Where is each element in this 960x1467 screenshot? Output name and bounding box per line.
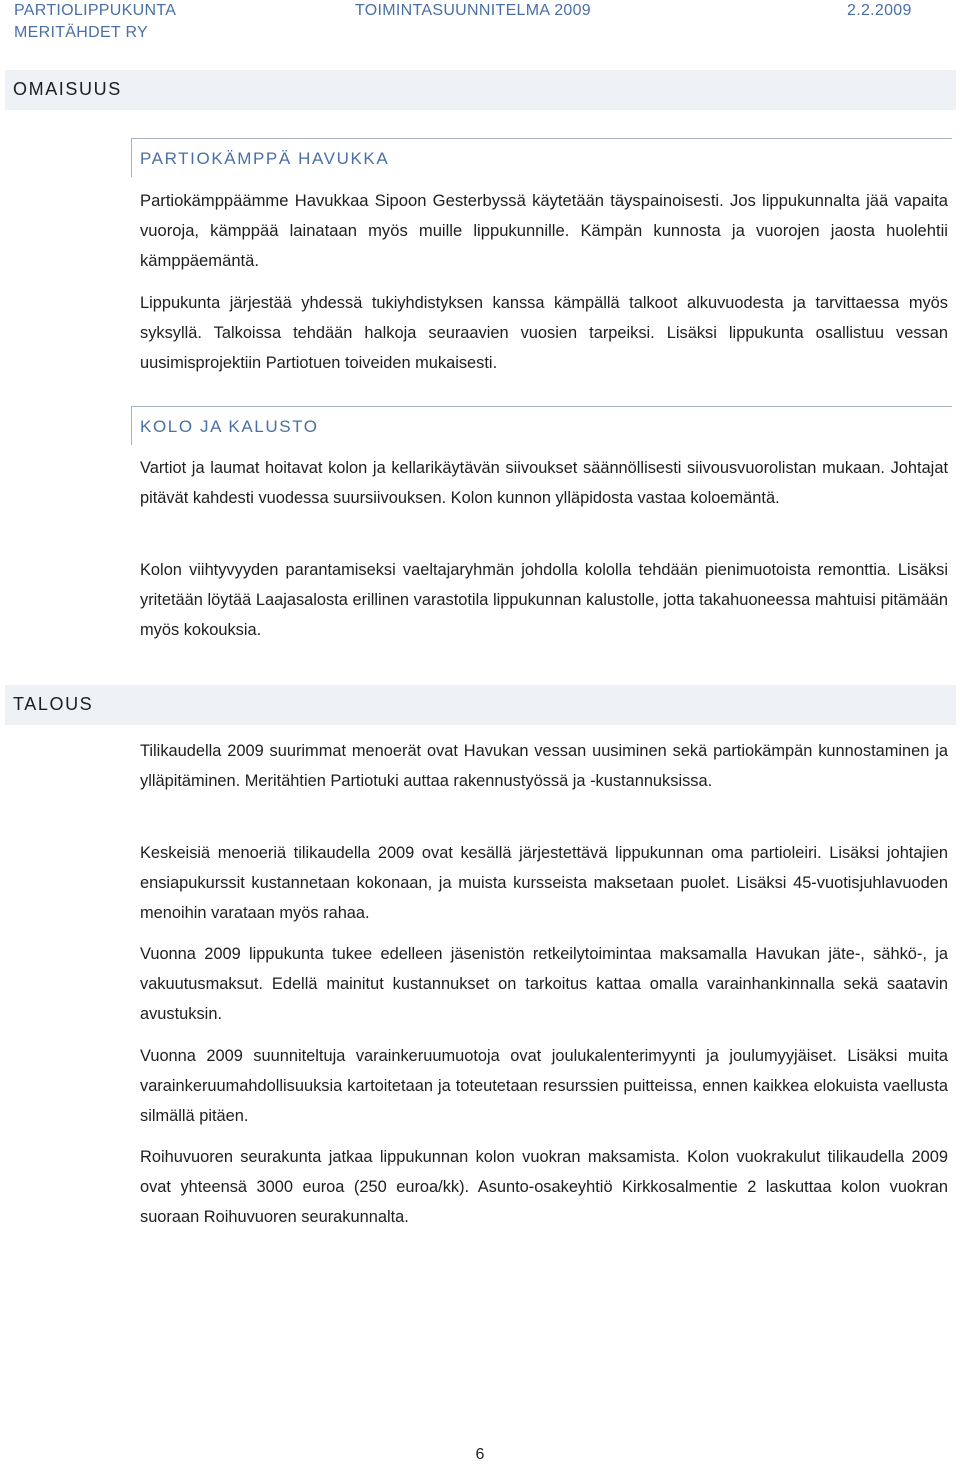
- paragraph: Roihuvuoren seurakunta jatkaa lippukunnan kolon vuokran maksamista. Kolon vuokrakulut tilikaudella 2009 ovat yhteensä 3000 euroa (250 euroa/kk). Asunto-osakeyhtiö Kirkkosalmentie 2 laskuttaa kolon vuokran suoraan Roihuvuoren seurakunnalta.: [140, 1148, 948, 1226]
- paragraph: Partiokämppäämme Havukkaa Sipoon Gesterbyssä käytetään täyspainoisesti. Jos lippukunnalta jää vapaita vuoroja, kämppää lainataan myös muille lippukunnille. Kämpän kunnosta ja vuorojen jaosta huolehtii kämppäemäntä.: [140, 191, 948, 270]
- section-heading-talous: [5, 685, 956, 725]
- document-date: 2.2.2009: [847, 2, 912, 19]
- subsection-heading-text: KOLO JA KALUSTO: [140, 417, 319, 436]
- subsection-heading-text: PARTIOKÄMPPÄ HAVUKKA: [140, 149, 390, 168]
- org-name-line2: MERITÄHDET RY: [14, 24, 148, 41]
- paragraph: Keskeisiä menoeriä tilikaudella 2009 ovat kesällä järjestettävä lippukunnan oma partioleiri. Lisäksi johtajien ensiapukurssit kustannetaan kokonaan, ja muista kursseista maksetaan puolet. Lisäksi 45-vuotisjuhlavuoden menoihin varataan myös rahaa.: [140, 844, 948, 922]
- section-heading-omaisuus: [5, 70, 956, 110]
- page-number: 6: [475, 1446, 485, 1463]
- paragraph: Kolon viihtyvyyden parantamiseksi vaeltajaryhmän johdolla kololla tehdään pienimuotoista remonttia. Lisäksi yritetään löytää Laajasalosta erillinen varastotila lippukunnan kalustolle, jotta takahuoneessa mahtuisi pitämään myös kokouksia.: [140, 561, 948, 639]
- paragraph: Tilikaudella 2009 suurimmat menoerät ovat Havukan vessan uusiminen sekä partiokämpän kunnostaminen ja ylläpitäminen. Meritähtien Partiotuki auttaa rakennustyössä ja -kustannuksissa.: [140, 742, 948, 790]
- section-heading-text: OMAISUUS: [13, 79, 122, 99]
- paragraph: Lippukunta järjestää yhdessä tukiyhdistyksen kanssa kämpällä talkoot alkuvuodesta ja tarvittaessa myös syksyllä. Talkoissa tehdään halkoja seuraavien vuosien tarpeiksi. Lisäksi lippukunta osallistuu vessan uusimisprojektiin Partiotuen toiveiden mukaisesti.: [140, 294, 948, 372]
- paragraph: Vuonna 2009 lippukunta tukee edelleen jäsenistön retkeilytoimintaa maksamalla Havukan jäte-, sähkö-, ja vakuutusmaksut. Edellä mainitut kustannukset on tarkoitus kattaa omalla varainhankinnalla sekä saatavin avustuksin.: [140, 945, 948, 1023]
- page-header: [0, 0, 960, 50]
- paragraph: Vuonna 2009 suunniteltuja varainkeruumuotoja ovat joulukalenterimyynti ja joulumyyjäiset. Lisäksi muita varainkeruumahdollisuuksia kartoitetaan ja toteutetaan resurssien puitteissa, ennen kaikkea elokuista vaellusta silmällä pitäen.: [140, 1047, 948, 1125]
- subsection-heading-kolo: [131, 406, 952, 445]
- subsection-heading-partiokamppa: [131, 138, 952, 177]
- paragraph: Vartiot ja laumat hoitavat kolon ja kellarikäytävän siivoukset säännöllisesti siivousvuorolistan mukaan. Johtajat pitävät kahdesti vuodessa suursiivouksen. Kolon kunnon ylläpidosta vastaa koloemäntä.: [140, 459, 948, 507]
- org-name-line1: PARTIOLIPPUKUNTA: [14, 2, 177, 19]
- document-title: TOIMINTASUUNNITELMA 2009: [355, 2, 591, 19]
- section-heading-text: TALOUS: [13, 694, 94, 714]
